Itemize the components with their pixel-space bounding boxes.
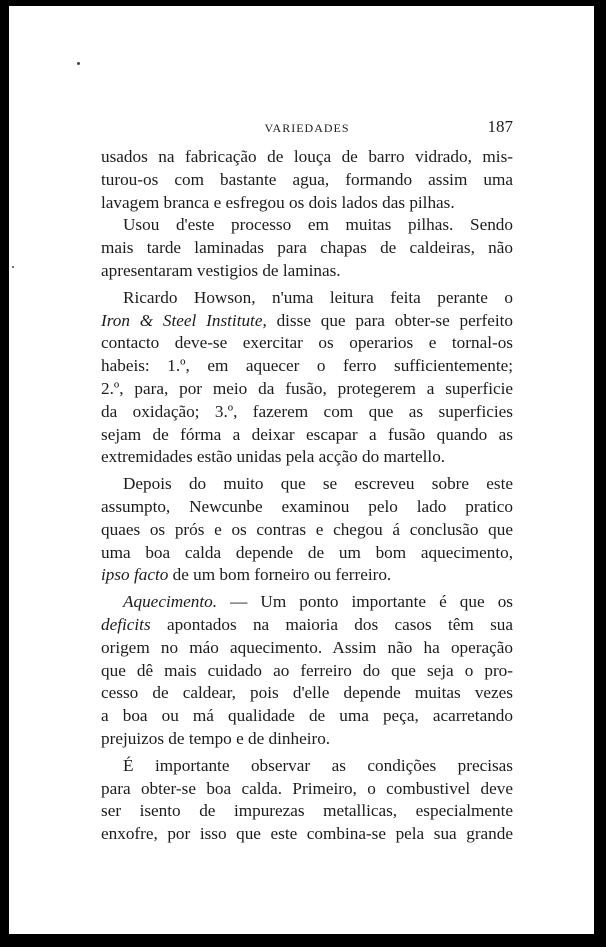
paragraph [101,473,513,587]
text-line: Ricardo Howson, n'uma leitura feita perante o [123,287,513,307]
text-line: cesso de caldear, pois d'elle depende muitas vezes [101,683,513,703]
text-run: disse que para obter-se perfeito [266,310,513,330]
text-line: que dê mais cuidado ao ferreiro do que seja o pro- [101,660,513,680]
text-line: origem no máo aquecimento. Assim não ha operação [101,637,513,657]
text-line: turou-os com bastante agua, formando assim uma [101,169,513,189]
italic-title: Iron & Steel Institute, [101,310,267,330]
text-line [101,591,513,614]
text-line: habeis: 1.º, em aquecer o ferro sufficientemente; [101,356,513,376]
text-run: apontados na maioria dos casos têm sua [150,614,513,634]
italic-word: deficits [101,614,151,634]
text-line: uma boa calda depende de um bom aquecimento, [101,542,513,562]
text-line: extremidades estão unidas pela acção do martello. [101,447,446,467]
page-number: 187 [487,117,513,136]
text-line: contacto deve-se exercitar os operarios e tornal-os [101,333,513,353]
text-line [101,310,513,333]
paragraph [101,755,513,846]
text-line: usados na fabricação de louça de barro vidrado, mis- [101,147,513,166]
print-speck [12,266,14,268]
paragraph [101,591,513,751]
text-line: É importante observar as condições precisas [123,755,513,775]
text-line: apresentaram vestigios de laminas. [101,260,341,280]
text-line: para obter-se boa calda. Primeiro, o combustivel deve [101,778,513,798]
section-heading: Aquecimento. [123,592,218,612]
text-line: lavagem branca e esfregou os dois lados das pilhas. [101,192,455,212]
book-page [9,6,594,934]
text-line [101,564,513,587]
running-head: VARIEDADES [264,121,350,135]
paragraph [101,146,513,214]
text-line: da oxidação; 3.º, fazerem com que as superficies [101,401,513,421]
text-line: prejuizos de tempo e de dinheiro. [101,728,331,748]
text-line: ser isento de impurezas metallicas, especialmente [101,801,513,821]
page-header [101,117,513,141]
text-line: mais tarde laminadas para chapas de caldeiras, não [101,238,513,258]
text-run: — Um ponto importante é que os [217,592,513,612]
text-line: enxofre, por isso que este combina-se pela sua grande [101,824,513,844]
text-run: de um bom forneiro ou ferreiro. [168,565,392,585]
text-line: Depois do muito que se escreveu sobre este [123,474,513,494]
body-text [101,146,513,846]
text-line: 2.º, para, por meio da fusão, protegerem a superficie [101,378,513,398]
text-line: assumpto, Newcunbe examinou pelo lado pratico [101,496,513,516]
text-line: sejam de fórma a deixar escapar a fusão quando as [101,424,513,444]
text-line: Usou d'este processo em muitas pilhas. Sendo [123,215,513,235]
print-speck [77,62,80,65]
text-line: quaes os prós e os contras e chegou á conclusão que [101,519,513,539]
paragraph [101,214,513,282]
italic-phrase: ipso facto [101,565,169,585]
paragraph [101,287,513,469]
text-line: a boa ou má qualidade de uma peça, acarretando [101,706,513,726]
text-line [101,614,513,637]
